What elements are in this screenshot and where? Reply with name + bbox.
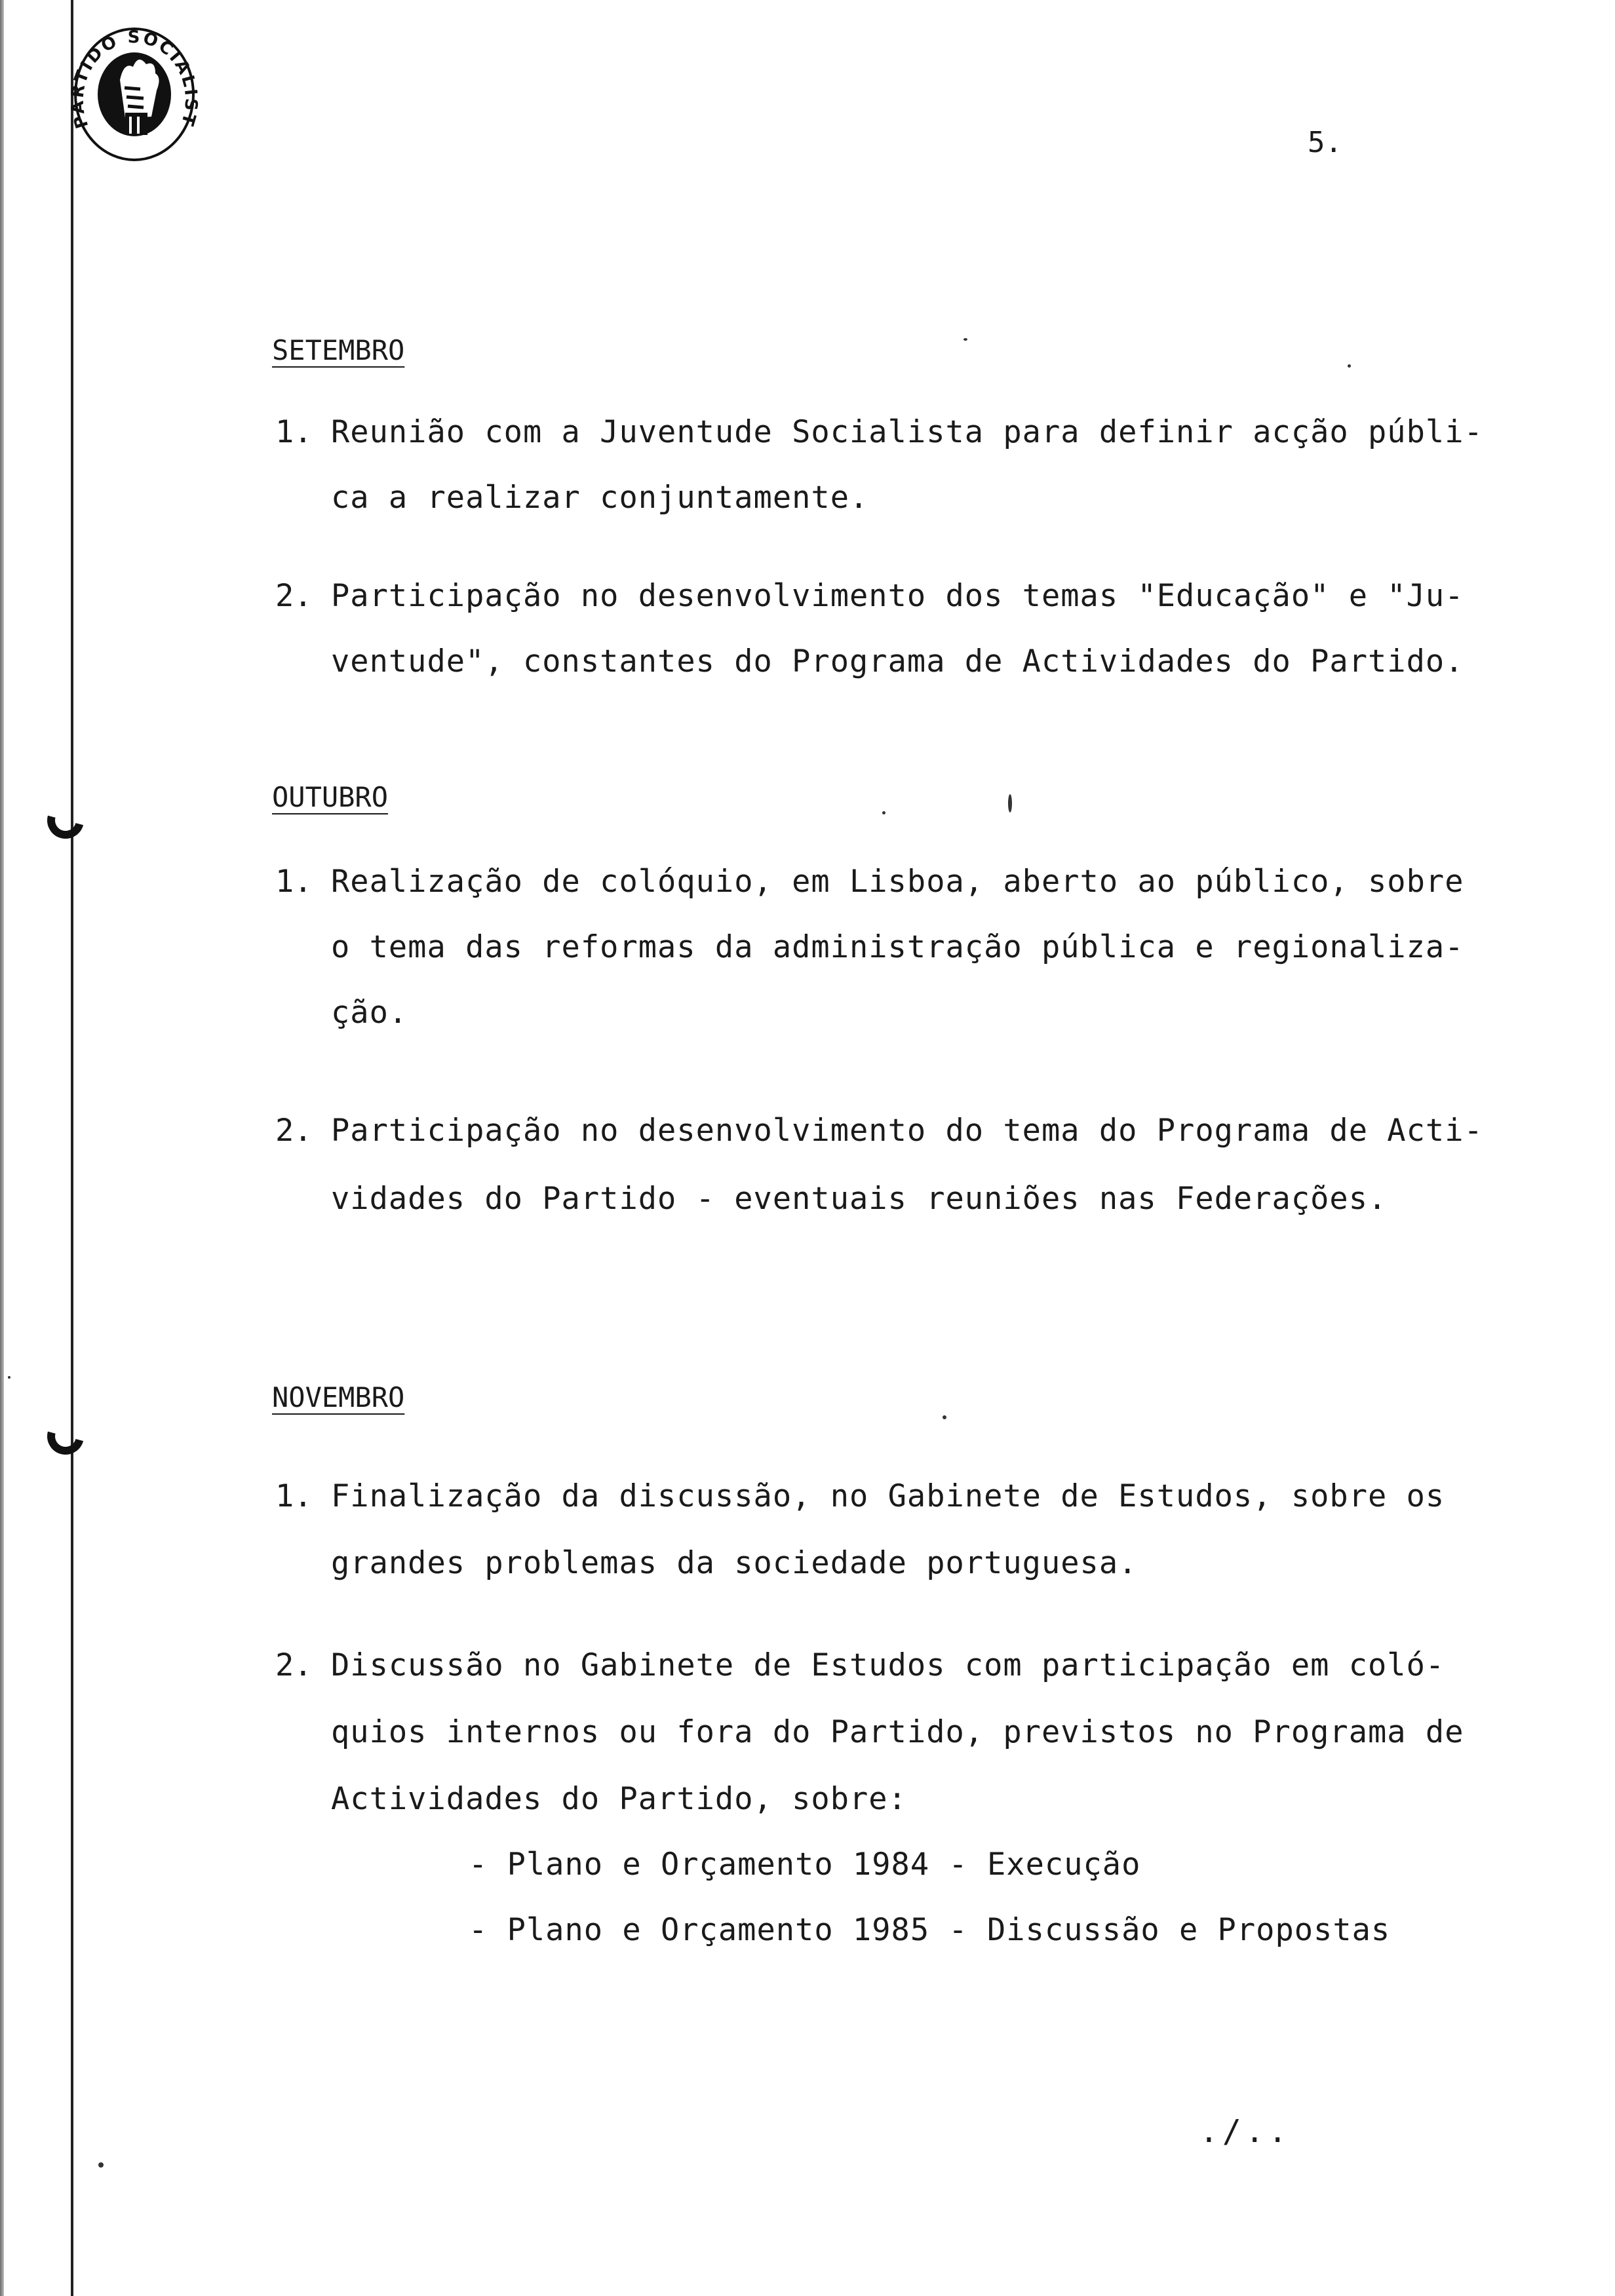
section-heading-outubro: OUTUBRO: [272, 781, 389, 813]
binding-edge: [0, 0, 4, 2296]
item-line: quios internos ou fora do Partido, previstos no Programa de: [331, 1714, 1464, 1750]
item-line: Reunião com a Juventude Socialista para definir acção públi-: [331, 414, 1483, 450]
item-number: 1.: [275, 414, 313, 450]
item-line: ção.: [331, 995, 408, 1031]
item-number: 2.: [275, 578, 313, 614]
item-number: 1.: [275, 864, 313, 900]
item-number: 2.: [275, 1647, 313, 1683]
item-line: Discussão no Gabinete de Estudos com participação em coló-: [331, 1647, 1445, 1683]
scan-speck: [98, 2162, 104, 2168]
item-number: 1.: [275, 1478, 313, 1514]
item-line: Participação no desenvolvimento dos temas "Educação" e "Ju-: [331, 578, 1464, 614]
item-line: ca a realizar conjuntamente.: [331, 480, 869, 516]
scan-speck: [943, 1415, 946, 1419]
item-line: vidades do Partido - eventuais reuniões nas Federações.: [331, 1181, 1388, 1217]
item-line: Realização de colóquio, em Lisboa, aberto ao público, sobre: [331, 864, 1464, 900]
scan-speck: [8, 1376, 10, 1379]
item-line: grandes problemas da sociedade portuguesa.: [331, 1545, 1138, 1581]
item-line: ventude", constantes do Programa de Actividades do Partido.: [331, 643, 1464, 679]
item-line: o tema das reformas da administração pública e regionaliza-: [331, 929, 1464, 965]
svg-text:PARTIDO SOCIALISTA: PARTIDO SOCIALIST: [68, 28, 200, 131]
page-number: 5.: [1308, 126, 1342, 159]
sub-item: - Plano e Orçamento 1985 - Discussão e Propostas: [469, 1912, 1391, 1948]
punch-hole: [41, 795, 90, 845]
scan-speck: [1008, 794, 1012, 813]
party-logo-seal: [62, 14, 200, 165]
margin-rule: [71, 0, 73, 2296]
sub-item: - Plano e Orçamento 1984 - Execução: [469, 1846, 1141, 1883]
section-heading-setembro: SETEMBRO: [272, 334, 405, 366]
scan-speck: [882, 811, 885, 814]
item-line: Participação no desenvolvimento do tema do Programa de Acti-: [331, 1113, 1483, 1149]
punch-hole: [41, 1411, 90, 1461]
scan-speck: [963, 338, 967, 341]
section-heading-novembro: NOVEMBRO: [272, 1381, 405, 1413]
continuation-marker: ./..: [1199, 2113, 1291, 2150]
item-line: Actividades do Partido, sobre:: [331, 1781, 907, 1817]
item-line: Finalização da discussão, no Gabinete de Estudos, sobre os: [331, 1478, 1445, 1514]
item-number: 2.: [275, 1113, 313, 1149]
scan-speck: [1348, 364, 1351, 368]
